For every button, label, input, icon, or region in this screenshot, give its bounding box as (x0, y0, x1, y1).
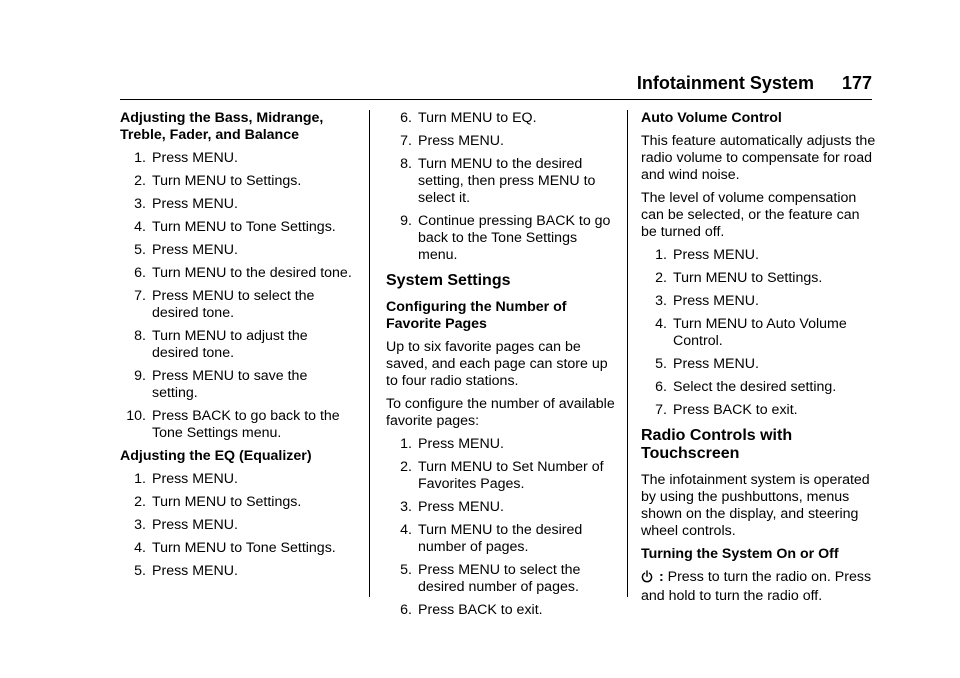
step-text: Turn MENU to adjust the desired tone. (152, 328, 308, 361)
auto-volume-heading: Auto Volume Control (641, 110, 782, 126)
step-number: 4. (400, 522, 412, 538)
step-number: 4. (134, 540, 146, 556)
auto-volume-description: This feature automatically adjusts the radio volume to compensate for road and wind noise. (641, 133, 876, 183)
step-item (120, 150, 352, 167)
bass-treble-heading: Adjusting the Bass, Midrange, Treble, Fader, and Balance (120, 110, 324, 143)
step-number: 3. (655, 293, 667, 309)
turning-on-off-heading: Turning the System On or Off (641, 546, 839, 562)
favorite-pages-steps (386, 436, 618, 619)
step-text: Press MENU. (152, 517, 238, 533)
power-colon: : (655, 569, 668, 585)
step-text: Continue pressing BACK to go back to the Tone Settings menu. (418, 213, 611, 263)
bass-treble-steps (120, 150, 352, 442)
system-settings-title: System Settings (386, 272, 511, 289)
step-item (386, 213, 618, 264)
step-number: 8. (134, 328, 146, 344)
column-1 (120, 110, 352, 586)
step-item (120, 288, 352, 322)
step-item (120, 368, 352, 402)
step-number: 3. (400, 499, 412, 515)
step-number: 3. (134, 517, 146, 533)
step-text: Turn MENU to Settings. (152, 494, 302, 510)
step-item (120, 540, 352, 557)
step-item (120, 328, 352, 362)
step-number: 7. (134, 288, 146, 304)
step-item (386, 156, 618, 207)
step-number: 4. (655, 316, 667, 332)
step-item (386, 562, 618, 596)
step-text: Press BACK to exit. (418, 602, 543, 618)
step-number: 4. (134, 219, 146, 235)
step-item (120, 242, 352, 259)
column-3 (641, 110, 879, 605)
step-number: 5. (655, 356, 667, 372)
section-title: Infotainment System (636, 73, 814, 93)
step-number: 1. (134, 471, 146, 487)
step-number: 1. (134, 150, 146, 166)
step-text: Turn MENU to Settings. (152, 173, 302, 189)
step-item (120, 196, 352, 213)
auto-volume-steps (641, 247, 879, 419)
step-text: Turn MENU to the desired tone. (152, 265, 352, 281)
step-item (120, 219, 352, 236)
step-text: Press BACK to go back to the Tone Settings menu. (152, 408, 340, 441)
step-number: 2. (400, 459, 412, 475)
step-item (641, 293, 879, 310)
step-item (386, 459, 618, 493)
power-text: Press to turn the radio on. Press and hold to turn the radio off. (641, 569, 872, 604)
step-item (386, 602, 618, 619)
page-number: 177 (841, 73, 872, 93)
favorite-pages-heading: Configuring the Number of Favorite Pages (386, 299, 567, 332)
step-number: 2. (655, 270, 667, 286)
step-item (120, 265, 352, 282)
step-number: 9. (134, 368, 146, 384)
column-2 (386, 110, 618, 625)
step-text: Press MENU. (418, 436, 504, 452)
step-item (386, 522, 618, 556)
auto-volume-level-text: The level of volume compensation can be selected, or the feature can be turned off. (641, 190, 860, 240)
radio-controls-description: The infotainment system is operated by using the pushbuttons, menus shown on the display, and steering wheel controls. (641, 472, 870, 539)
step-number: 1. (655, 247, 667, 263)
step-text: Turn MENU to Tone Settings. (152, 540, 336, 556)
step-number: 6. (400, 602, 412, 618)
step-item (641, 379, 879, 396)
step-item (641, 270, 879, 287)
step-number: 9. (400, 213, 412, 229)
step-item (120, 494, 352, 511)
step-text: Turn MENU to Set Number of Favorites Pages. (418, 459, 604, 492)
step-item (386, 110, 618, 127)
step-item (641, 316, 879, 350)
step-item (641, 402, 879, 419)
step-number: 5. (134, 242, 146, 258)
step-text: Press MENU. (673, 293, 759, 309)
step-number: 7. (400, 133, 412, 149)
step-text: Turn MENU to Tone Settings. (152, 219, 336, 235)
step-text: Press MENU. (673, 356, 759, 372)
step-text: Press MENU. (673, 247, 759, 263)
step-number: 7. (655, 402, 667, 418)
step-number: 3. (134, 196, 146, 212)
step-item (386, 133, 618, 150)
step-text: Press MENU. (152, 471, 238, 487)
page-header (637, 72, 872, 94)
step-number: 1. (400, 436, 412, 452)
step-text: Turn MENU to Settings. (673, 270, 823, 286)
step-text: Turn MENU to the desired setting, then press MENU to select it. (418, 156, 596, 206)
column-divider (369, 110, 370, 597)
step-number: 8. (400, 156, 412, 172)
step-text: Press MENU to select the desired tone. (152, 288, 315, 321)
step-number: 2. (134, 173, 146, 189)
favorite-pages-intro: Up to six favorite pages can be saved, and each page can store up to four radio stations. (386, 339, 608, 389)
step-text: Select the desired setting. (673, 379, 837, 395)
step-text: Press MENU. (418, 499, 504, 515)
favorite-pages-instruction: To configure the number of available favorite pages: (386, 396, 615, 429)
step-item (120, 471, 352, 488)
step-item (641, 356, 879, 373)
step-text: Press MENU. (152, 196, 238, 212)
step-text: Turn MENU to Auto Volume Control. (673, 316, 847, 349)
step-text: Turn MENU to EQ. (418, 110, 537, 126)
step-number: 2. (134, 494, 146, 510)
eq-steps-continued (386, 110, 618, 264)
step-item (386, 499, 618, 516)
step-item (120, 173, 352, 190)
step-item (120, 408, 352, 442)
step-number: 6. (655, 379, 667, 395)
step-text: Press MENU. (418, 133, 504, 149)
step-text: Turn MENU to the desired number of pages. (418, 522, 583, 555)
step-text: Press MENU. (152, 563, 238, 579)
step-text: Press MENU. (152, 242, 238, 258)
step-item (386, 436, 618, 453)
radio-controls-title: Radio Controls with Touchscreen (641, 427, 793, 462)
step-number: 6. (134, 265, 146, 281)
step-text: Press MENU. (152, 150, 238, 166)
step-number: 6. (400, 110, 412, 126)
column-divider (627, 110, 628, 597)
step-number: 5. (134, 563, 146, 579)
step-text: Press BACK to exit. (673, 402, 798, 418)
step-number: 10. (126, 408, 146, 424)
eq-heading: Adjusting the EQ (Equalizer) (120, 448, 312, 464)
step-item (120, 563, 352, 580)
step-item (641, 247, 879, 264)
step-number: 5. (400, 562, 412, 578)
header-rule (120, 99, 872, 100)
power-instructions (641, 569, 879, 605)
power-icon (641, 570, 653, 588)
step-item (120, 517, 352, 534)
eq-steps (120, 471, 352, 580)
step-text: Press MENU to select the desired number of pages. (418, 562, 581, 595)
step-text: Press MENU to save the setting. (152, 368, 308, 401)
